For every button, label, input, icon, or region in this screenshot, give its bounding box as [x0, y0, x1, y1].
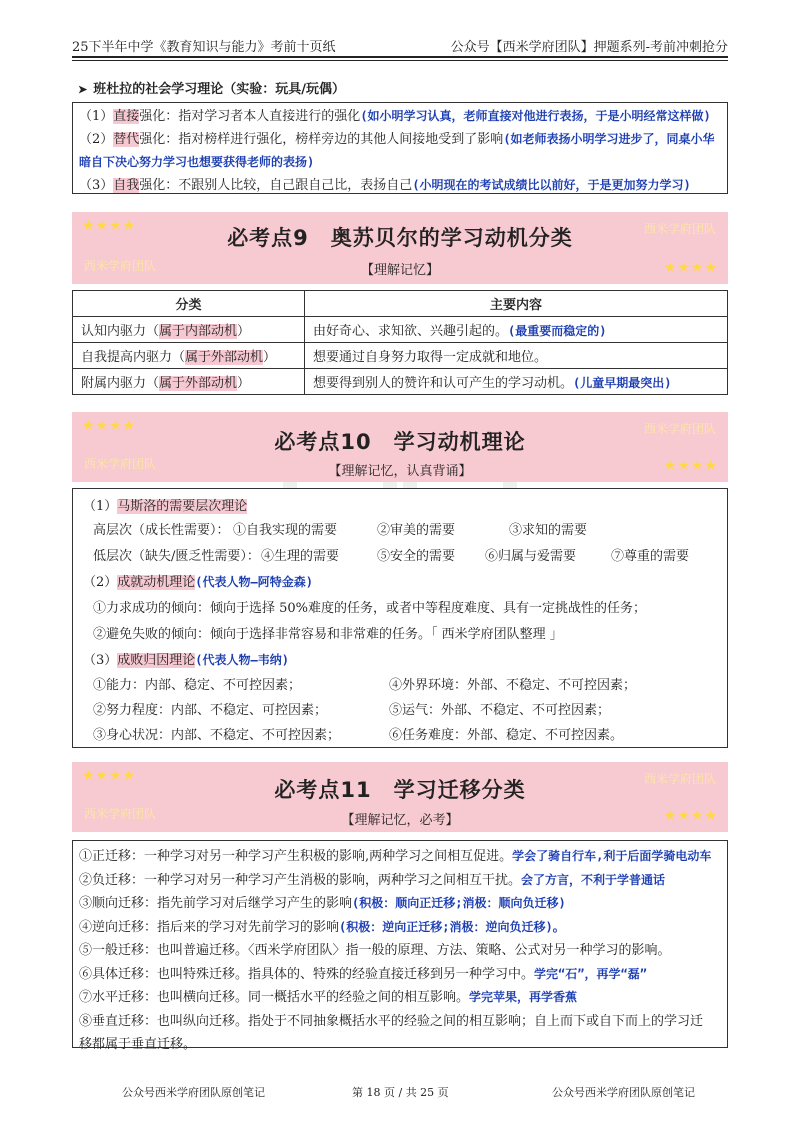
banner-watermark: 西米学府团队: [84, 457, 157, 471]
transfer-item: [79, 869, 721, 893]
star-rating-icon: ★★★★: [82, 768, 137, 784]
transfer-text: ⑧垂直迁移：也叫纵向迁移。指处于不同抽象概括水平的经验之间的相互影响；自上而下或自下而上的学习迁: [79, 1013, 704, 1029]
need-item: ⑦尊重的需要: [611, 549, 690, 564]
point9-subtitle: 【理解记忆】: [360, 263, 439, 278]
transfer-text: ⑤一般迁移：也叫普遍迁移。〈西米学府团队〉指一般的原理、方法、策略、公式对另一种学习的影响。: [79, 943, 671, 958]
attribution-theory-name: 成败归因理论: [117, 653, 196, 668]
transfer-item: [79, 986, 721, 1010]
page-header: [72, 34, 728, 58]
banner-watermark: 西米学府团队: [643, 422, 716, 436]
transfer-example: 学完苹果，再学香蕉: [469, 990, 578, 1004]
maslow-high-level: [93, 519, 230, 538]
transfer-text: ⑥具体迁移：也叫特殊迁移。指具体的、特殊的经验直接迁移到另一种学习中。: [79, 966, 535, 982]
motivation-classification-table: [72, 290, 728, 395]
page-number: 第 18 页 / 共 25 页: [352, 1086, 449, 1099]
banner-watermark: 西米学府团队: [643, 772, 716, 786]
table-header: 分类: [73, 291, 305, 317]
representative-person: (代表人物—阿特金森): [195, 575, 313, 589]
transfer-item: [79, 963, 721, 987]
highlight-keyword: 自我: [113, 178, 140, 193]
item-example: (小明现在的考试成绩比以前好，于是更加努力学习): [412, 178, 691, 192]
point10-title: 必考点10 学习动机理论: [274, 430, 526, 454]
need-item: ③求知的需要: [509, 523, 588, 538]
drive-note: (最重要而稳定的): [508, 324, 607, 338]
point11-subtitle: 【理解记忆，必考】: [341, 813, 459, 828]
star-rating-icon: ★★★★: [663, 458, 718, 474]
drive-close: ）: [263, 350, 277, 365]
need-item: ④生理的需要: [261, 549, 340, 564]
point11-banner: [72, 762, 728, 832]
table-row: [73, 317, 728, 343]
level-label: 高层次（成长性需要）：: [93, 523, 230, 538]
need-item: ①自我实现的需要: [233, 523, 338, 538]
table-cell: [73, 343, 305, 369]
achievement-line: ②避免失败的倾向：倾向于选择非常容易和非常难的任务。「 西米学府团队整理 」: [93, 627, 563, 642]
point9-banner: [72, 212, 728, 284]
point10-banner: [72, 412, 728, 482]
drive-close: ）: [237, 324, 251, 339]
transfer-example: 学会了骑自行车,利于后面学骑电动车: [512, 849, 712, 863]
social-item-direct: [79, 105, 721, 128]
transfer-item: [79, 916, 721, 940]
arrow-bullet-icon: ➤: [78, 83, 88, 96]
table-header: 主要内容: [305, 291, 728, 317]
table-cell: [73, 317, 305, 343]
attribution-factor: ④外界环境：外部、不稳定、不可控因素；: [389, 678, 637, 693]
achievement-line: ①力求成功的倾向：倾向于选择 50%难度的任务，或者中等程度难度、具有一定挑战性的任务；: [93, 601, 647, 616]
drive-name: 自我提高内驱力（: [81, 350, 186, 365]
transfer-text: 移都属于垂直迁移。: [79, 1037, 197, 1052]
item-prefix: （1）: [79, 109, 114, 124]
table-cell: [305, 343, 728, 369]
item-example: (如小明学习认真，老师直接对他进行表扬，于是小明经常这样做): [360, 109, 711, 123]
table-row: [73, 343, 728, 369]
transfer-example: 学完“石”，再学“磊”: [534, 966, 647, 981]
social-learning-box: [72, 102, 728, 194]
point11-title: 必考点11 学习迁移分类: [274, 778, 526, 802]
transfer-example: (积极：逆向正迁移;消极：逆向负迁移)。: [339, 919, 565, 934]
level-label: 低层次（缺失/匮乏性需要）：: [93, 549, 260, 564]
highlight-tag: 属于外部动机: [185, 350, 264, 365]
social-learning-title: 班杜拉的社会学习理论（实验：玩具/玩偶）: [93, 82, 345, 97]
transfer-item: [79, 845, 721, 869]
transfer-text: ③顺向迁移：指先前学习对后继学习产生的影响: [79, 896, 353, 911]
point10-subtitle: 【理解记忆，认真背诵】: [328, 464, 472, 479]
point9-title: 必考点9 奥苏贝尔的学习动机分类: [227, 226, 573, 250]
section-label: （2）: [83, 575, 118, 590]
attribution-factor: ⑤运气：外部、不稳定、不可控因素；: [389, 703, 611, 718]
drive-name: 认知内驱力（: [81, 324, 160, 339]
transfer-example: 会了方言，不利于学普通话: [521, 872, 666, 887]
drive-content: 想要得到别人的赞许和认可产生的学习动机。: [313, 376, 574, 391]
need-item: ⑤安全的需要: [377, 549, 456, 564]
section-label: （3）: [83, 653, 118, 668]
achievement-heading: [83, 571, 313, 590]
transfer-example: (积极：顺向正迁移;消极：顺向负迁移): [352, 896, 566, 910]
footer-left-note: 公众号西米学府团队原创笔记: [122, 1086, 265, 1099]
star-rating-icon: ★★★★: [663, 808, 718, 824]
achievement-theory-name: 成就动机理论: [117, 575, 196, 590]
transfer-classification-box: [72, 840, 728, 1052]
banner-watermark: 西米学府团队: [643, 222, 716, 236]
header-right-title: 公众号【西米学府团队】押题系列-考前冲刺抢分: [450, 40, 728, 55]
star-rating-icon: ★★★★: [663, 260, 718, 276]
highlight-keyword: 替代: [113, 132, 140, 147]
table-cell: [305, 317, 728, 343]
item-example: (如老师表扬小明学习进步了，同桌小华暗自下决心努力学习也想要获得老师的表扬): [79, 132, 715, 169]
transfer-item: [79, 1033, 721, 1057]
social-item-vicarious: [79, 128, 721, 174]
attribution-factor: ③身心状况：内部、不稳定、不可控因素；: [93, 728, 341, 743]
transfer-text: ②负迁移：一种学习对另一种学习产生消极的影响，两种学习之间相互干扰。: [79, 872, 522, 888]
maslow-heading: [83, 495, 247, 514]
highlight-keyword: 直接: [113, 109, 140, 124]
item-text: 强化：不跟别人比较，自己跟自己比，表扬自己: [139, 178, 413, 193]
table-cell: [305, 369, 728, 395]
item-prefix: （3）: [79, 178, 114, 193]
drive-content: 由好奇心、求知欲、兴趣引起的。: [313, 324, 509, 339]
need-item: ②审美的需要: [377, 523, 456, 538]
drive-content: 想要通过自身努力取得一定成就和地位。: [313, 350, 548, 365]
attribution-factor: ①能力：内部、稳定、不可控因素；: [93, 678, 302, 693]
drive-name: 附属内驱力（: [81, 376, 160, 391]
transfer-text: ⑦水平迁移：也叫横向迁移。同一概括水平的经验之间的相互影响。: [79, 990, 470, 1005]
transfer-text: ④逆向迁移：指后来的学习对先前学习的影响: [79, 919, 340, 935]
attribution-heading: [83, 649, 289, 668]
section-label: （1）: [83, 499, 118, 514]
highlight-tag: 属于内部动机: [159, 324, 238, 339]
table-header-row: [73, 291, 728, 317]
footer-right-note: 公众号西米学府团队原创笔记: [552, 1086, 695, 1099]
table-row: [73, 369, 728, 395]
maslow-low-level: [93, 545, 260, 564]
banner-watermark: 西米学府团队: [84, 259, 157, 273]
motivation-theory-box: [72, 488, 728, 748]
item-text: 强化：指对榜样进行强化，榜样旁边的其他人间接地受到了影响: [139, 132, 504, 147]
representative-person: (代表人物—韦纳): [195, 653, 289, 667]
transfer-item: [79, 892, 721, 916]
transfer-item: [79, 939, 721, 963]
header-left-title: 25下半年中学《教育知识与能力》考前十页纸: [72, 40, 336, 55]
star-rating-icon: ★★★★: [82, 218, 137, 234]
need-item: ⑥归属与爱需要: [485, 549, 577, 564]
item-prefix: （2）: [79, 132, 114, 147]
social-learning-heading: [78, 78, 345, 97]
drive-note: (儿童早期最突出): [573, 376, 672, 390]
social-item-self: [79, 174, 721, 197]
attribution-factor: ⑥任务难度：外部、稳定、不可控因素。: [389, 728, 624, 743]
banner-watermark: 西米学府团队: [84, 807, 157, 821]
drive-close: ）: [237, 376, 251, 391]
maslow-theory-name: 马斯洛的需要层次理论: [117, 499, 248, 514]
item-text: 强化：指对学习者本人直接进行的强化: [139, 109, 361, 124]
transfer-item: [79, 1010, 721, 1034]
highlight-tag: 属于外部动机: [159, 376, 238, 391]
star-rating-icon: ★★★★: [82, 418, 137, 434]
transfer-text: ①正迁移：一种学习对另一种学习产生积极的影响,两种学习之间相互促进。: [79, 849, 513, 864]
attribution-factor: ②努力程度：内部、不稳定、可控因素；: [93, 703, 328, 718]
table-cell: [73, 369, 305, 395]
